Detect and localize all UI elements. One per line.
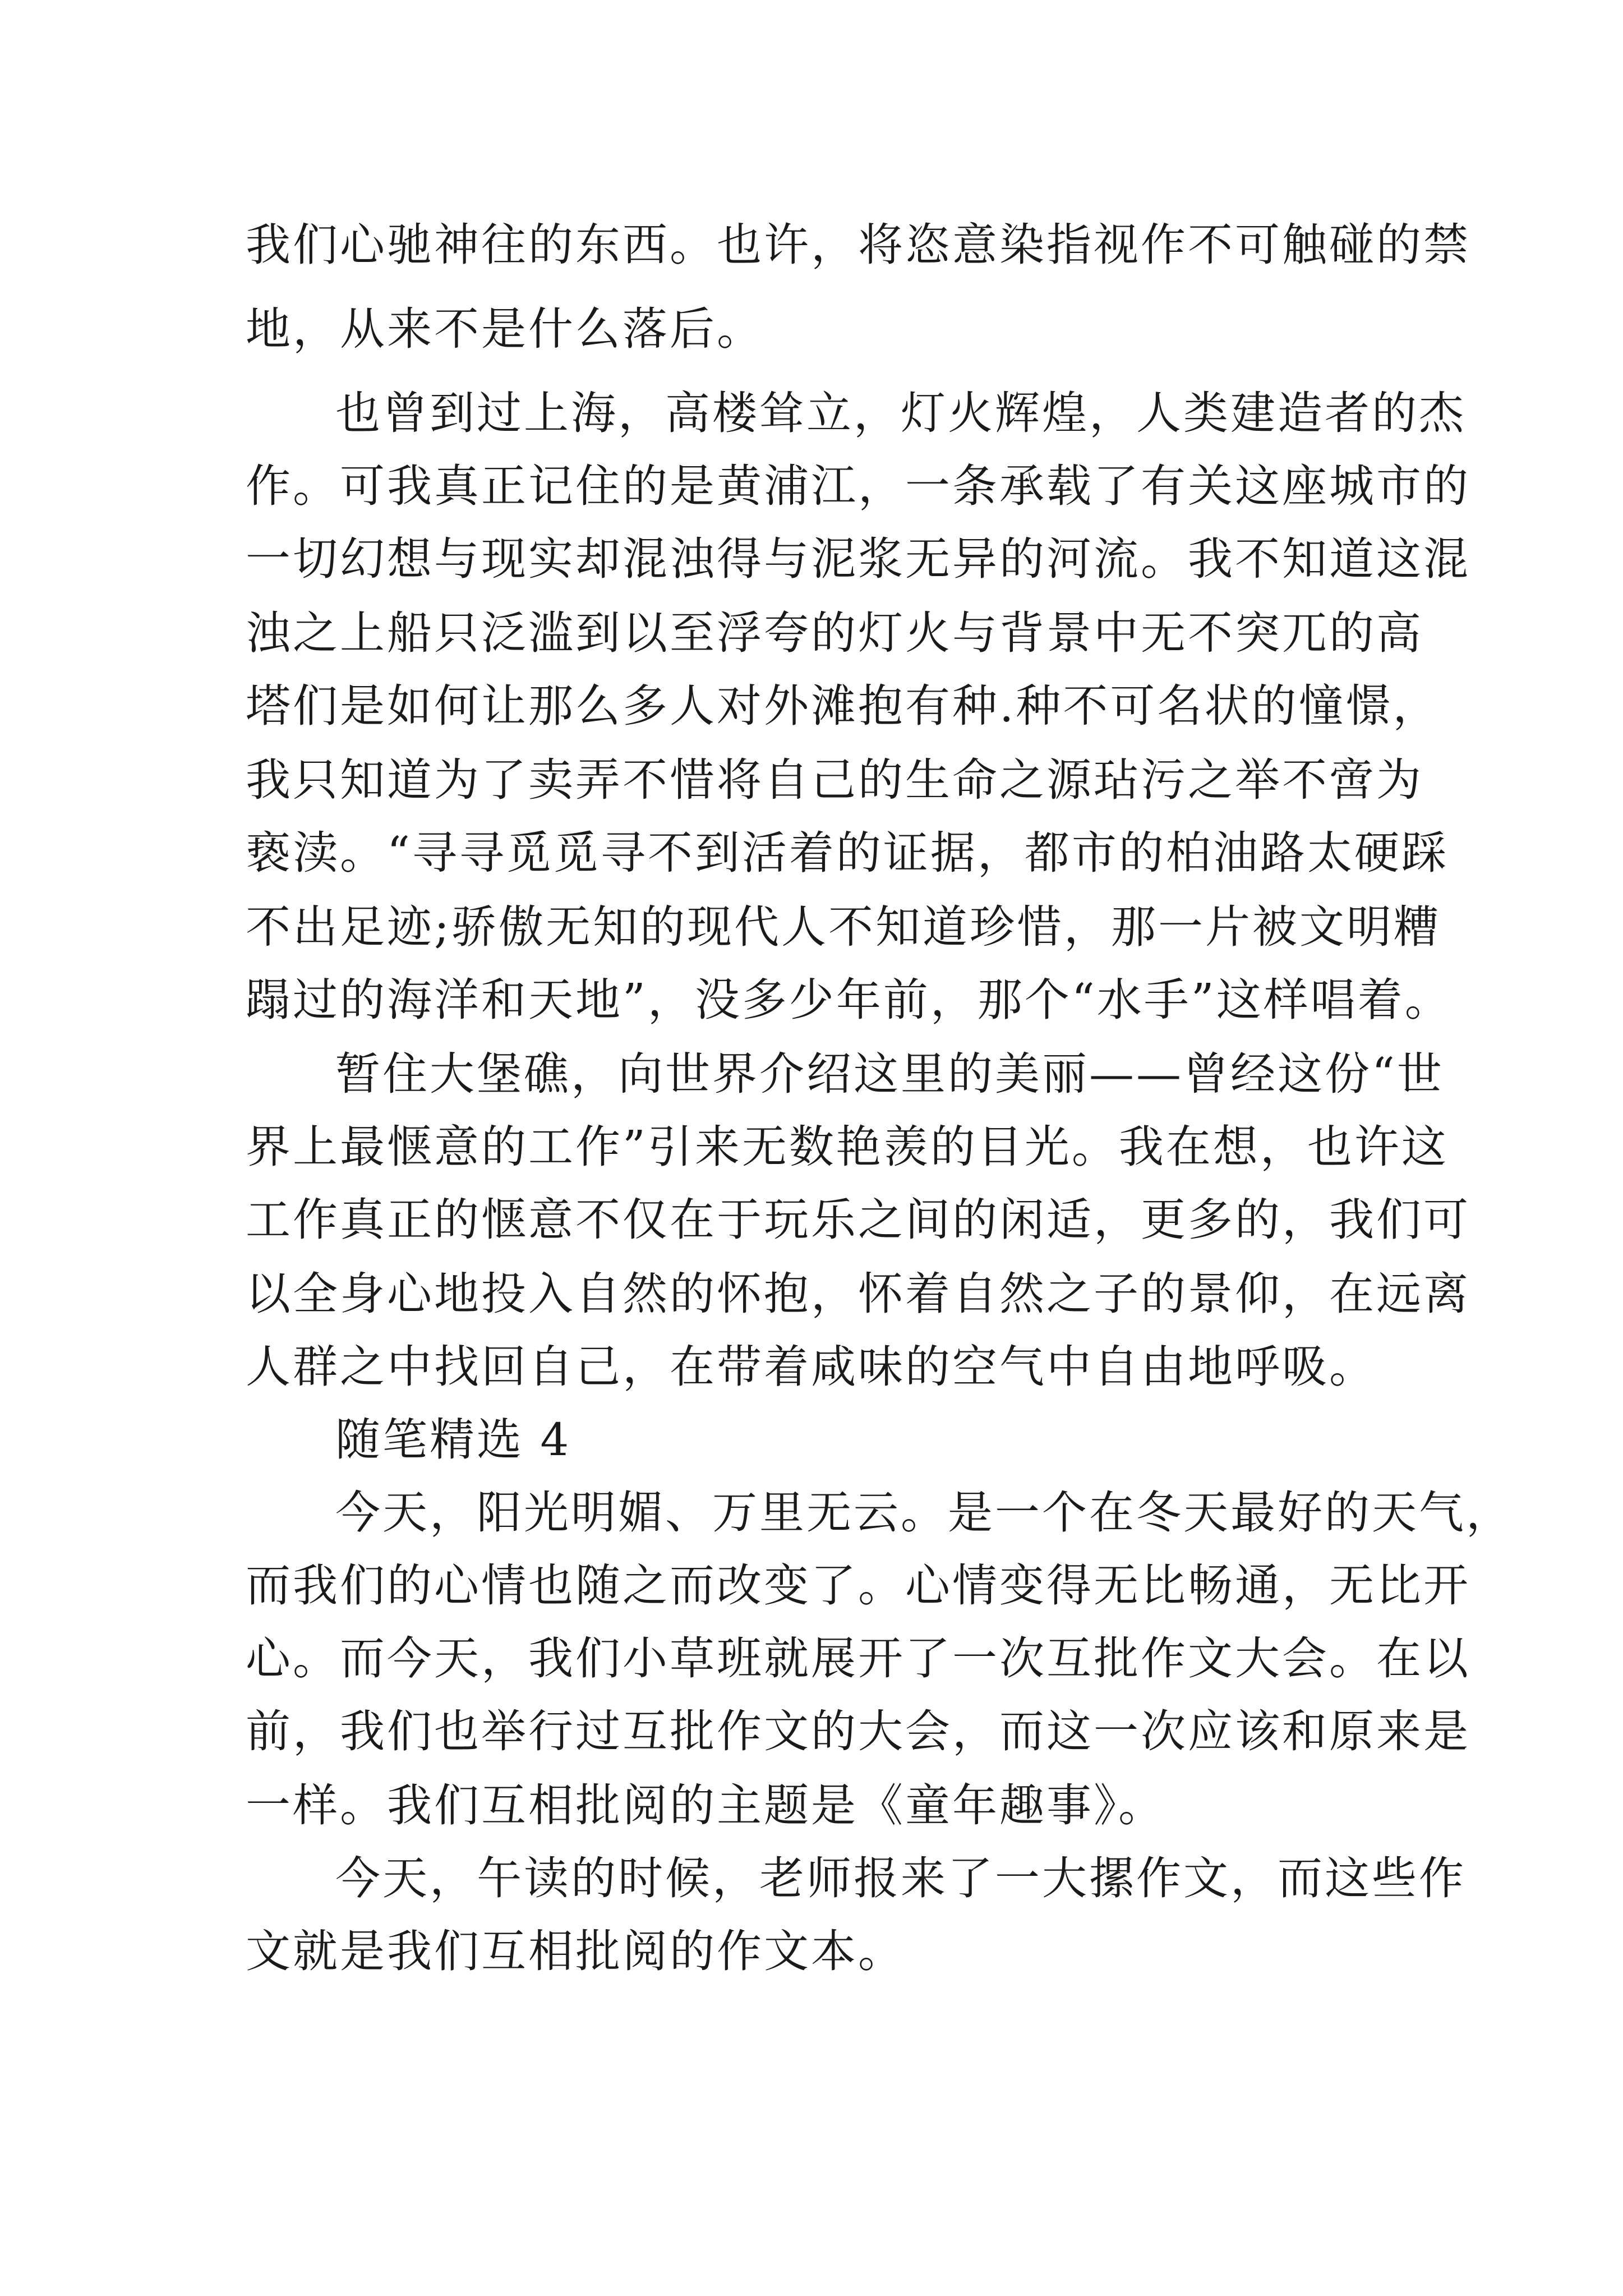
text-line: 界上最惬意的工作”引来无数艳羡的目光。我在想，也许这 bbox=[246, 1121, 1449, 1173]
paragraph-start-line: 暂住大堡礁，向世界介绍这里的美丽——曾经这份“世 bbox=[335, 1048, 1444, 1100]
text-line: 我们心驰神往的东西。也许，将恣意染指视作不可触碰的禁 bbox=[246, 219, 1470, 271]
section-heading: 随笔精选 4 bbox=[335, 1414, 571, 1466]
text-line: 不出足迹;骄傲无知的现代人不知道珍惜，那一片被文明糟 bbox=[246, 901, 1441, 953]
text-line: 塔们是如何让那么多人对外滩抱有种.种不可名状的憧憬， bbox=[246, 680, 1440, 732]
text-line: 人群之中找回自己，在带着咸味的空气中自由地呼吸。 bbox=[246, 1341, 1376, 1393]
text-line: 作。可我真正记住的是黄浦江，一条承载了有关这座城市的 bbox=[246, 460, 1470, 512]
text-line: 蹋过的海洋和天地”，没多少年前，那个“水手”这样唱着。 bbox=[246, 974, 1452, 1026]
text-line: 地，从来不是什么落后。 bbox=[246, 303, 764, 355]
text-line: 我只知道为了卖弄不惜将自己的生命之源玷污之举不啻为 bbox=[246, 754, 1423, 806]
text-line: 亵渎。“寻寻觅觅寻不到活着的证据，都市的柏油路太硬踩 bbox=[246, 827, 1449, 879]
text-line: 以全身心地投入自然的怀抱，怀着自然之子的景仰，在远离 bbox=[246, 1268, 1470, 1320]
text-line: 工作真正的惬意不仅在于玩乐之间的闲适，更多的，我们可 bbox=[246, 1194, 1470, 1246]
text-line: 而我们的心情也随之而改变了。心情变得无比畅通，无比开 bbox=[246, 1559, 1470, 1612]
paragraph-start-line: 也曾到过上海，高楼耸立，灯火辉煌，人类建造者的杰 bbox=[335, 387, 1466, 439]
text-line: 心。而今天，我们小草班就展开了一次互批作文大会。在以 bbox=[246, 1632, 1470, 1685]
text-line: 文就是我们互相批阅的作文本。 bbox=[246, 1925, 905, 1977]
paragraph-start-line: 今天，阳光明媚、万里无云。是一个在冬天最好的天气， bbox=[335, 1487, 1513, 1539]
text-line: 一样。我们互相批阅的主题是《童年趣事》。 bbox=[246, 1779, 1165, 1832]
text-line: 一切幻想与现实却混浊得与泥浆无异的河流。我不知道这混 bbox=[246, 533, 1470, 585]
text-line: 前，我们也举行过互批作文的大会，而这一次应该和原来是 bbox=[246, 1705, 1470, 1757]
paragraph-start-line: 今天，午读的时候，老师报来了一大摞作文，而这些作 bbox=[335, 1852, 1466, 1904]
text-line: 浊之上船只泛滥到以至浮夸的灯火与背景中无不突兀的高 bbox=[246, 607, 1423, 659]
